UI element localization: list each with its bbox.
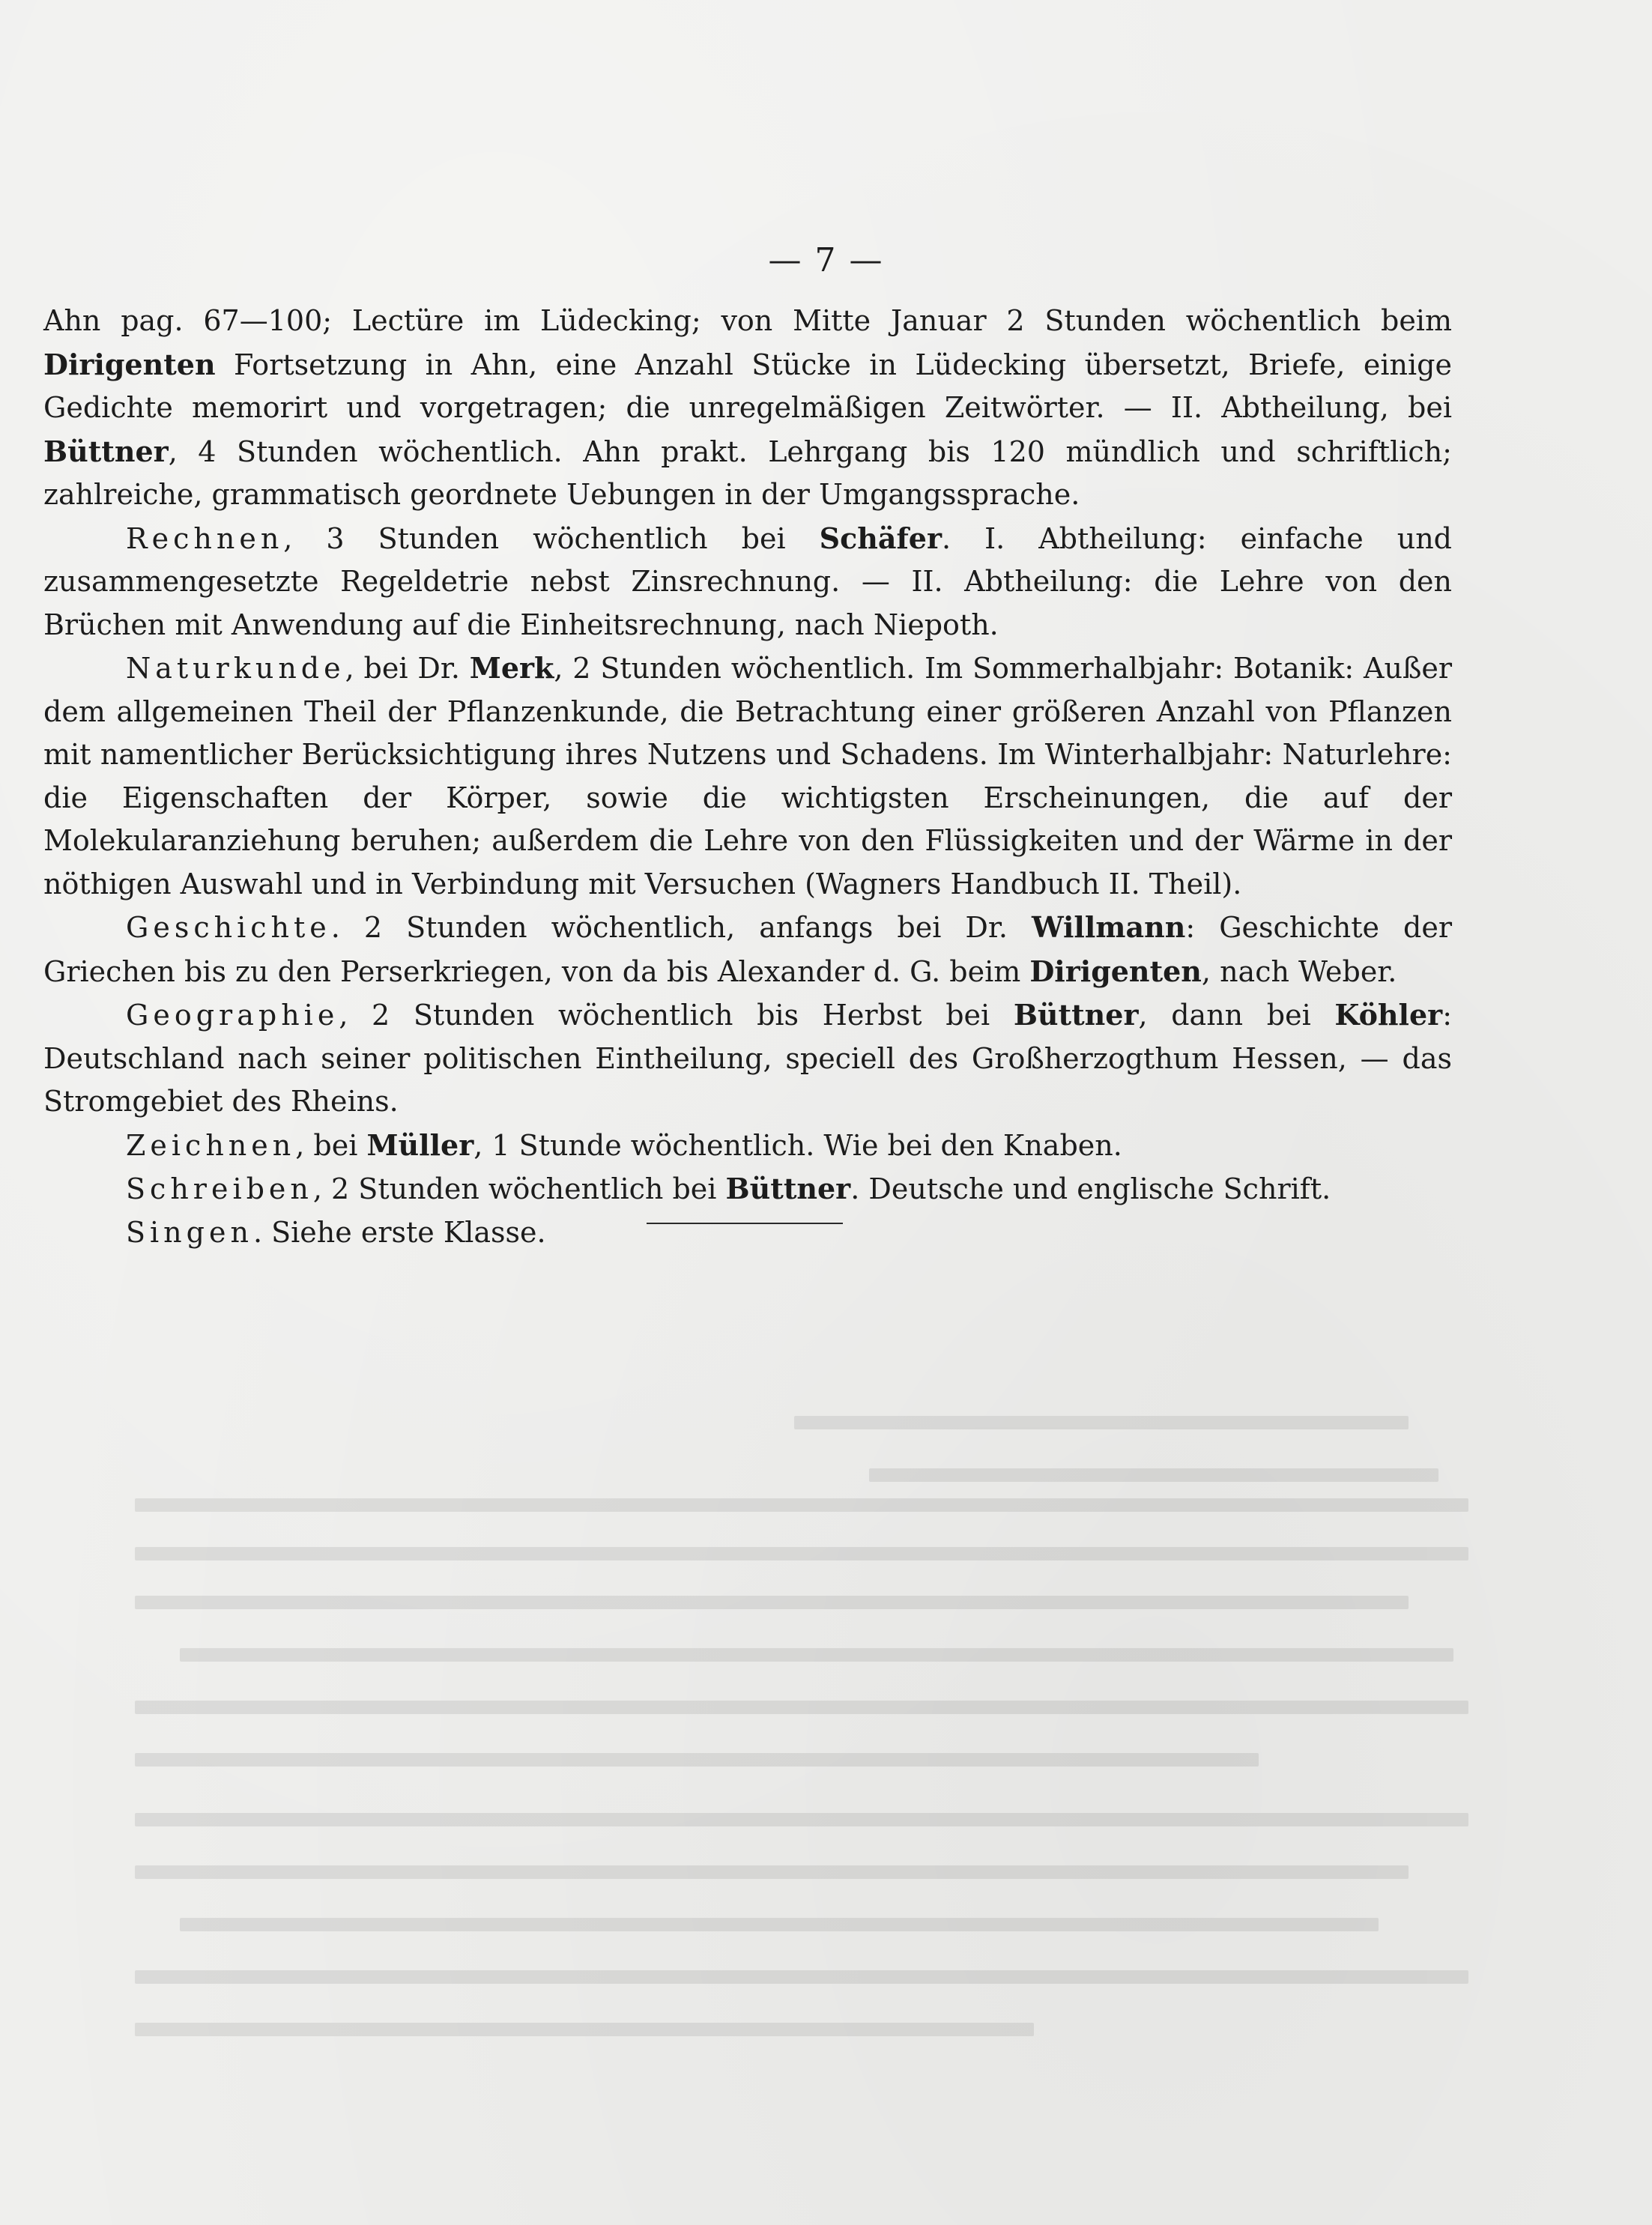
person-name: Dirigenten [43, 347, 216, 381]
text-run: Ahn pag. 67—100; Lectüre im Lüdecking; von Mitte Januar 2 Stunden wöchentlich beim [43, 304, 1452, 337]
paragraph-rechnen [43, 517, 1452, 647]
text-run: : Deutschland nach seiner politischen Eintheilung, speciell des Großherzogthum Hessen, — das Stromgebiet des Rheins. [43, 999, 1452, 1118]
text-run: , 2 Stunden wöchentlich bis Herbst bei [339, 999, 1014, 1032]
paragraph-naturkunde [43, 647, 1452, 906]
page-number: — 7 — [768, 241, 884, 279]
text-run: . 2 Stunden wöchentlich, anfangs bei Dr. [330, 911, 1032, 944]
subject-heading: Geographie [126, 999, 339, 1032]
page-body-text [43, 300, 1452, 1254]
text-run: , 3 Stunden wöchentlich bei [283, 521, 820, 555]
person-name: Köhler [1334, 998, 1443, 1032]
person-name: Büttner [43, 434, 169, 468]
text-run: , bei Dr. [345, 652, 470, 685]
person-name: Willmann [1031, 910, 1186, 944]
subject-heading: Schreiben [126, 1172, 313, 1205]
subject-heading: Rechnen [126, 521, 284, 555]
person-name: Büttner [725, 1172, 851, 1205]
paragraph-geschichte [43, 906, 1452, 993]
text-run: . Siehe erste Klasse. [252, 1215, 546, 1249]
subject-heading: Naturkunde [126, 652, 345, 685]
person-name: Dirigenten [1029, 954, 1202, 988]
paragraph-singen [43, 1211, 1452, 1255]
paragraph-geographie [43, 993, 1452, 1124]
person-name: Schäfer [819, 521, 942, 555]
text-run: , nach Weber. [1201, 954, 1397, 988]
text-run: , 2 Stunden wöchentlich. Im Sommerhalbjahr: Botanik: Außer dem allgemeinen Theil der Pflanzenkunde, die Betrachtung einer größeren Anzahl von Pflanzen mit namentlicher Berücksichtigung ihres Nutzens und Schadens. Im Winterhalbjahr: Naturlehre: die Eigenschaften der Körper, sowie die wichtigsten Erscheinungen, die auf der Molekularanziehung beruhen; außerdem die Lehre von den Flüssigkeiten und der Wärme in der nöthigen Auswahl und in Verbindung mit Versuchen (Wagners Handbuch II. Theil). [43, 652, 1452, 900]
text-run: , dann bei [1138, 999, 1335, 1032]
text-run: . I. Abtheilung: einfache und zusammengesetzte Regeldetrie nebst Zinsrechnung. — II. Abtheilung: die Lehre von den Brüchen mit Anwendung auf die Einheitsrechnung, nach Niepoth. [43, 521, 1452, 641]
subject-heading: Zeichnen [126, 1128, 296, 1162]
text-run: , bei [295, 1128, 367, 1162]
person-name: Müller [366, 1127, 474, 1162]
person-name: Büttner [1013, 998, 1139, 1032]
subject-heading: Singen [126, 1215, 253, 1249]
text-run: , 2 Stunden wöchentlich bei [312, 1172, 726, 1205]
text-run: , 4 Stunden wöchentlich. Ahn prakt. Lehrgang bis 120 mündlich und schriftlich; zahlreiche, grammatisch geordnete Uebungen in der Umgangssprache. [43, 435, 1452, 511]
subject-heading: Geschichte [126, 911, 331, 944]
text-run: . Deutsche und englische Schrift. [850, 1172, 1331, 1205]
text-run: : Geschichte der Griechen bis zu den Perserkriegen, von da bis Alexander d. G. beim [43, 911, 1452, 988]
paragraph-schreiben [43, 1167, 1452, 1211]
person-name: Merk [469, 651, 554, 685]
text-run: Fortsetzung in Ahn, eine Anzahl Stücke in Lüdecking übersetzt, Briefe, einige Gedichte memorirt und vorgetragen; die unregelmäßigen Zeitwörter. — II. Abtheilung, bei [43, 348, 1452, 424]
bleed-through-reverse-page [0, 1244, 1652, 2068]
paragraph-zeichnen [43, 1124, 1452, 1168]
text-run: , 1 Stunde wöchentlich. Wie bei den Knaben. [473, 1128, 1122, 1162]
paragraph-french-continued [43, 300, 1452, 517]
section-divider-rule [647, 1223, 843, 1224]
